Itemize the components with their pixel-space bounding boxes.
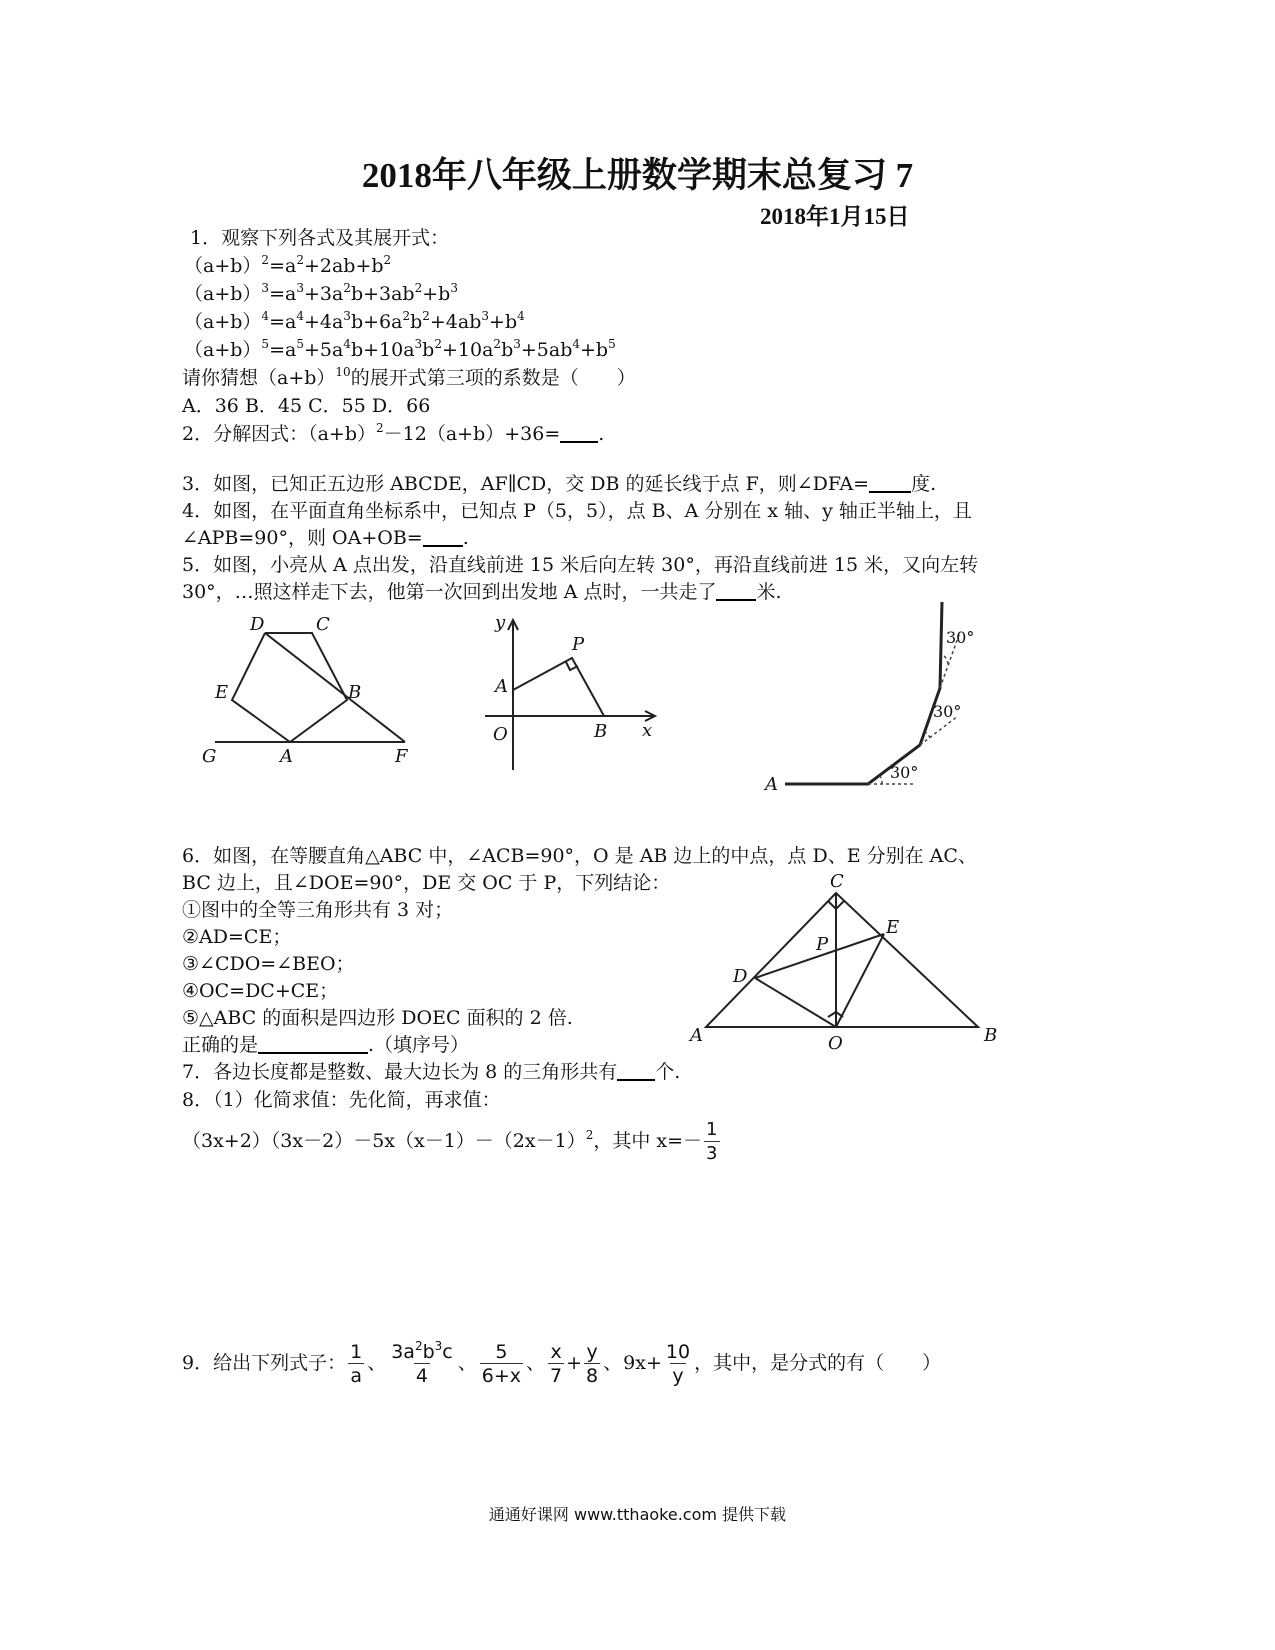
q6-conclusion-5: ⑤△ABC 的面积是四边形 DOEC 面积的 2 倍. [182,1007,573,1029]
label-x: x [642,720,653,741]
q9-fraction-3: $\frac{5}{6+x}$ [481,1340,522,1387]
q5-line1: 5．如图，小亮从 A 点出发，沿直线前进 15 米后向左转 30°，再沿直线前进 15 米，又向左转 [182,554,979,576]
q3-line: 3．如图，已知正五边形 ABCDE，AF∥CD，交 DB 的延长线于点 F，则∠DFA= 度. [182,473,937,495]
label-b-tri: B [984,1025,998,1046]
q4-line1: 4．如图，在平面直角坐标系中，已知点 P（5，5），点 B、A 分别在 x 轴、y 轴正半轴上，且 [182,500,972,522]
q8-fraction: $\frac{1}{3}$ [706,1118,718,1164]
q1-guess: 请你猜想$(a+b)^{10}$的展开式第三项的系数是（ ） [182,365,636,389]
q1-intro: 1．观察下列各式及其展开式： [190,227,450,249]
page-title: 2018年八年级上册数学期末总复习 7 [361,156,914,195]
q1-options: A．36 B．45 C．55 D．66 [182,395,431,417]
q2-line: 2．分解因式：$(a+b)^2-12(a+b)+36=$ . [182,421,605,445]
pentagon-shape [232,633,347,742]
q6-line2: BC 边上，且∠DOE=90°，DE 交 OC 于 P，下列结论： [182,872,671,894]
label-c: C [316,614,330,635]
angle-label-3: 30° [890,763,919,782]
q6-conclusion-4: ④OC=DC+CE； [182,980,339,1002]
q6-conclusion-3: ③∠CDO=∠BEO； [182,953,355,975]
label-a-coord: A [495,676,508,697]
label-g: G [202,746,217,767]
label-e: E [215,682,229,703]
label-b-coord: B [594,721,608,742]
date-line: 2018年1月15日 [760,204,910,229]
line-db-extended [265,633,405,742]
q5-line2: 30°，…照这样走下去，他第一次回到出发地 A 点时，一共走了 米. [182,581,782,603]
label-y: y [495,612,506,633]
label-f: F [395,746,408,767]
q9-fraction-4: $\frac{x}{7}$ [550,1340,563,1387]
q6-answer-line: 正确的是 .（填序号） [182,1034,470,1056]
q1-eq2: $(a+b)^2=a^2+2ab+b^2$ [184,253,392,277]
label-o: O [493,724,508,745]
walk-figure [785,602,942,784]
label-d-tri: D [733,966,748,987]
q1-eq4: $(a+b)^4=a^4+4a^3b+6a^2b^2+4ab^3+b^4$ [184,309,525,333]
label-b: B [348,682,362,703]
label-a-tri: A [690,1025,703,1046]
q6-answer-blank[interactable] [258,1034,368,1054]
label-d: D [250,614,265,635]
angle-label-1: 30° [946,628,975,647]
label-p: P [572,634,585,655]
q9-fraction-1: $\frac{1}{a}$ [350,1340,363,1387]
label-e-tri: E [886,917,900,938]
label-a: A [280,746,293,767]
label-a-walk: A [765,774,778,795]
q9-fraction-2: $\frac{3a^2b^3c}{4}$ [391,1338,453,1387]
triangle-abc [706,893,978,1027]
page-footer: 通通好课网 www.tthaoke.com 提供下载 [488,1505,787,1524]
q6-conclusion-2: ②AD=CE； [182,926,292,948]
segment-do [755,978,836,1027]
q8-line1: 8．（1）化简求值：先化简，再求值： [182,1089,501,1111]
q7-answer-blank[interactable] [617,1061,655,1081]
label-c-tri: C [830,871,844,892]
q1-eq5: $(a+b)^5=a^5+5a^4b+10a^3b^2+10a^2b^3+5ab^4+b^5$ [184,337,616,361]
q1-eq3: $(a+b)^3=a^3+3a^2b+3ab^2+b^3$ [184,281,458,305]
label-p-tri: P [816,934,829,955]
q8-expression: $(3x+2)(3x-2)-5x(x-1)-(2x-1)^2$，其中 x=－ $\frac{1}{3}$ [182,1118,718,1164]
triangle-figure [706,893,978,1027]
q6-line1: 6．如图，在等腰直角△ABC 中，∠ACB=90°，O 是 AB 边上的中点，点 D、E 分别在 AC、 [182,845,977,867]
coordinate-figure [485,620,655,770]
label-o-tri: O [828,1033,843,1054]
q4-line2: ∠APB=90°，则 OA+OB= . [182,527,469,549]
q9-line: 9．给出下列式子： $\frac{1}{a}$ 、 $\frac{3a^2b^3c}{4}$ 、 $\frac{5}{6+x}$ 、 $\frac{x}{7}$ + $\frac{y}{8}$ 、9x+ $\frac{10}{y}$ ，其中，是分式的有（ ） [182,1338,942,1387]
right-angle-mark-p [566,662,578,670]
q9-fraction-6: $\frac{10}{y}$ [665,1340,691,1387]
angle-label-2: 30° [933,702,962,721]
pentagon-figure [215,633,405,742]
q7-line: 7．各边长度都是整数、最大边长为 8 的三角形共有 个. [182,1061,681,1083]
walk-path [785,602,942,784]
q6-conclusion-1: ①图中的全等三角形共有 3 对； [182,899,454,921]
triangle-apb [513,658,604,716]
q9-fraction-5: $\frac{y}{8}$ [586,1340,599,1387]
